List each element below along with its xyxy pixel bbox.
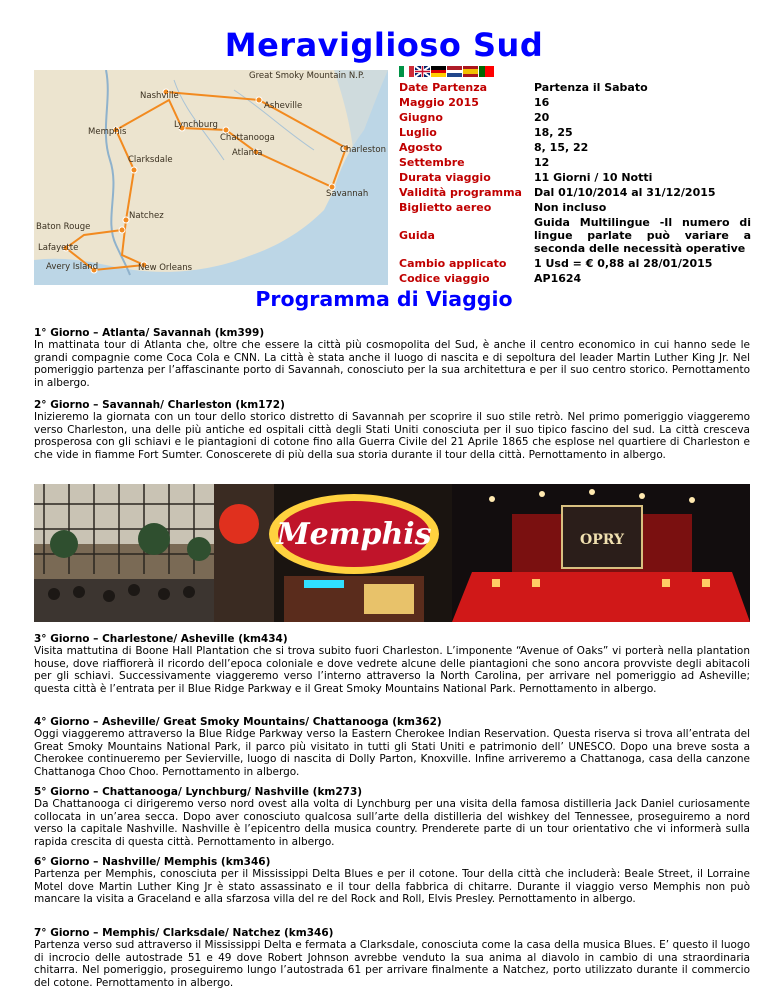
info-value: 12 <box>534 156 550 169</box>
info-label: Giugno <box>399 111 443 124</box>
info-value: Partenza il Sabato <box>534 81 648 94</box>
day-text: Partenza verso sud attraverso il Mississippi Delta e fermata a Clarksdale, conosciuta come la casa della musica Blues. E’ questo il luogo di incrocio delle autostrade 51 e 49 dove Robert Johnson avrebbe venduto la sua anima al diavolo in cambio di una straordinaria chitarra. Nel pomeriggio, proseguiremo lungo l’autostrada 61 per arrivare finalmente a Natchez, porto utilizzato durante il commercio del cotone. Pernottamento in albergo. <box>34 939 750 989</box>
map-label-lafayette: Lafayette <box>38 243 79 253</box>
map-label-atlanta: Atlanta <box>232 148 263 158</box>
day-1 <box>34 327 750 389</box>
info-row <box>399 140 751 155</box>
photo-memphis-neon <box>214 484 452 622</box>
map-label-baton-rouge: Baton Rouge <box>36 222 91 232</box>
map-label-clarksdale: Clarksdale <box>128 155 173 165</box>
day-text: Partenza per Memphis, conosciuta per il Mississippi Delta Blues e per il cotone. Tour della città che includerà: Beale Street, il Lorraine Motel dove Martin Luther King Jr è stato assassinato e il tour della fabbrica di chitarre. Durante il viaggio verso Memphis non può mancare la visita a Graceland e alla sfarzosa villa del re del Rock and Roll, Elvis Presley. Pernottamento in albergo. <box>34 868 750 906</box>
info-label: Settembre <box>399 156 465 169</box>
info-row <box>399 256 751 271</box>
language-flags <box>399 66 494 79</box>
info-label: Validità programma <box>399 186 522 199</box>
info-row <box>399 80 751 95</box>
info-label: Guida <box>399 229 435 242</box>
day-heading: 1° Giorno – Atlanta/ Savannah (km399) <box>34 327 265 339</box>
map-label-new-orleans: New Orleans <box>138 263 193 273</box>
day-2 <box>34 399 750 461</box>
day-text: Visita mattutina di Boone Hall Plantation che si trova subito fuori Charleston. L’imponente “Avenue of Oaks” vi porterà nella plantation house, dove riaffiorerà il ricordo dell’epoca coloniale e dove vedrete alcune delle piantagioni che sono ancora provviste degli abitacoli per gli schiavi. Successivamente viaggeremo verso l’interno attraverso la North Carolina, per arrivare nel pomeriggio ad Asheville; questa città è l’entrata per il Blue Ridge Parkway e il Great Smoky Mountains National Park. Pernottamento in albergo. <box>34 645 750 695</box>
program-title: Programma di Viaggio <box>255 287 513 311</box>
day-3 <box>34 633 750 695</box>
info-value: Guida Multilingue -Il numero di lingue parlate può variare a seconda delle necessità operative <box>534 216 751 255</box>
map-label-nashville: Nashville <box>140 91 179 101</box>
map-label-avery-island: Avery Island <box>46 262 99 272</box>
info-row <box>399 95 751 110</box>
day-text: Da Chattanooga ci dirigeremo verso nord ovest alla volta di Lynchburg per una visita della famosa distilleria Jack Daniel curiosamente collocata in un’area secca. Dopo aver conosciuto qualcosa sull’arte della distilleria del wishkey del Tennessee, proseguiremo a nord verso la capitale Nashville. Nashville è l’epicentro della musica country. Prenderete parte di un tour orientativo che vi informerà sulla rapida crescita di questa città. Pernottamento in albergo. <box>34 798 750 848</box>
day-5 <box>34 786 750 848</box>
info-value: 20 <box>534 111 550 124</box>
italy-flag-icon <box>399 66 414 77</box>
info-row <box>399 271 751 286</box>
opry-sign-text: OPRY <box>580 532 624 548</box>
day-heading: 3° Giorno – Charlestone/ Asheville (km434) <box>34 633 288 645</box>
netherlands-flag-icon <box>447 66 462 77</box>
day-heading: 2° Giorno – Savannah/ Charleston (km172) <box>34 399 285 411</box>
map-label-savannah: Savannah <box>326 189 369 199</box>
info-value: 1 Usd = € 0,88 al 28/01/2015 <box>534 257 713 270</box>
info-row <box>399 125 751 140</box>
day-heading: 7° Giorno – Memphis/ Clarksdale/ Natchez (km346) <box>34 927 334 939</box>
memphis-sign-text: Memphis <box>276 517 432 552</box>
info-value: AP1624 <box>534 272 582 285</box>
info-value: 11 Giorni / 10 Notti <box>534 171 653 184</box>
info-row <box>399 170 751 185</box>
info-label: Luglio <box>399 126 437 139</box>
map-label-natchez: Natchez <box>129 211 164 221</box>
info-value: Non incluso <box>534 201 607 214</box>
info-value: 8, 15, 22 <box>534 141 589 154</box>
day-text: In mattinata tour di Atlanta che, oltre che essere la città più cosmopolita del Sud, è anche il centro economico in cui hanno sede le grandi compagnie come Coca Cola e CNN. La città è stata anche il luogo di nascita e di sepoltura del leader Martin Luther King Jr. Nel pomeriggio partenza per l’affascinante porto di Savannah, conosciuto per la sua architettura e per il suo centro storico. Pernottamento in albergo. <box>34 339 750 389</box>
day-text: Oggi viaggeremo attraverso la Blue Ridge Parkway verso la Eastern Cherokee Indian Reservation. Questa riserva si trova all’entrata del Great Smoky Mountains National Park, il parco più visitato in tutti gli Stati Uniti e patrimonio dell’ UNESCO. Dopo una breve sosta a Cherokee continueremo per Sevierville, luogo di nascita di Dolly Parton, Knoxville. Infine arriveremo a Chattanoga, casa della canzone Chattanoga Choo Choo. Pernottamento in albergo. <box>34 728 750 778</box>
info-row <box>399 200 751 215</box>
photo-grand-ole-opry <box>452 484 750 622</box>
day-4 <box>34 716 750 778</box>
map-label-lynchburg: Lynchburg <box>174 120 218 130</box>
page-title: Meraviglioso Sud <box>224 26 544 64</box>
info-row <box>399 155 751 170</box>
info-value: Dal 01/10/2014 al 31/12/2015 <box>534 186 716 199</box>
day-text: Inizieremo la giornata con un tour dello storico distretto di Savannah per scoprire il suo stile retrò. Nel primo pomeriggio viaggeremo verso Charleston, una delle più antiche ed ospitali città degli Stati Uniti conosciuta per il suo tipico fascino del sud. La città cresceva prosperosa con gli schiavi e le piantagioni di cotone fino alla Guerra Civile del 21 Aprile 1865 che esplose nel quartiere di Charleston e che vide in fiamme Fort Sumter. Conoscerete di più della sua storia durante il tour della città. Pernottamento in albergo. <box>34 411 750 461</box>
trip-info-table <box>399 80 751 286</box>
info-label: Date Partenza <box>399 81 488 94</box>
info-value: 16 <box>534 96 550 109</box>
map-label-memphis: Memphis <box>88 127 127 137</box>
info-row <box>399 185 751 200</box>
info-label: Durata viaggio <box>399 171 491 184</box>
day-heading: 4° Giorno – Asheville/ Great Smoky Mountains/ Chattanooga (km362) <box>34 716 442 728</box>
photo-strip <box>34 484 750 622</box>
info-row <box>399 110 751 125</box>
info-row <box>399 215 751 256</box>
portugal-flag-icon <box>479 66 494 77</box>
info-label: Codice viaggio <box>399 272 490 285</box>
info-label: Maggio 2015 <box>399 96 479 109</box>
info-label: Biglietto aereo <box>399 201 492 214</box>
map-label-smoky: Great Smoky Mountain N.P. <box>249 71 365 81</box>
uk-flag-icon <box>415 66 430 77</box>
photo-french-quarter <box>34 484 214 622</box>
info-value: 18, 25 <box>534 126 573 139</box>
day-7 <box>34 927 750 989</box>
route-map <box>34 70 388 285</box>
info-label: Agosto <box>399 141 443 154</box>
route-map-graphic <box>34 70 388 285</box>
germany-flag-icon <box>431 66 446 77</box>
map-label-chattanooga: Chattanooga <box>220 133 275 143</box>
info-label: Cambio applicato <box>399 257 507 270</box>
day-heading: 5° Giorno – Chattanooga/ Lynchburg/ Nashville (km273) <box>34 786 363 798</box>
map-label-charleston: Charleston <box>340 145 386 155</box>
map-label-asheville: Asheville <box>264 101 303 111</box>
day-6 <box>34 856 750 906</box>
day-heading: 6° Giorno – Nashville/ Memphis (km346) <box>34 856 271 868</box>
spain-flag-icon <box>463 66 478 77</box>
